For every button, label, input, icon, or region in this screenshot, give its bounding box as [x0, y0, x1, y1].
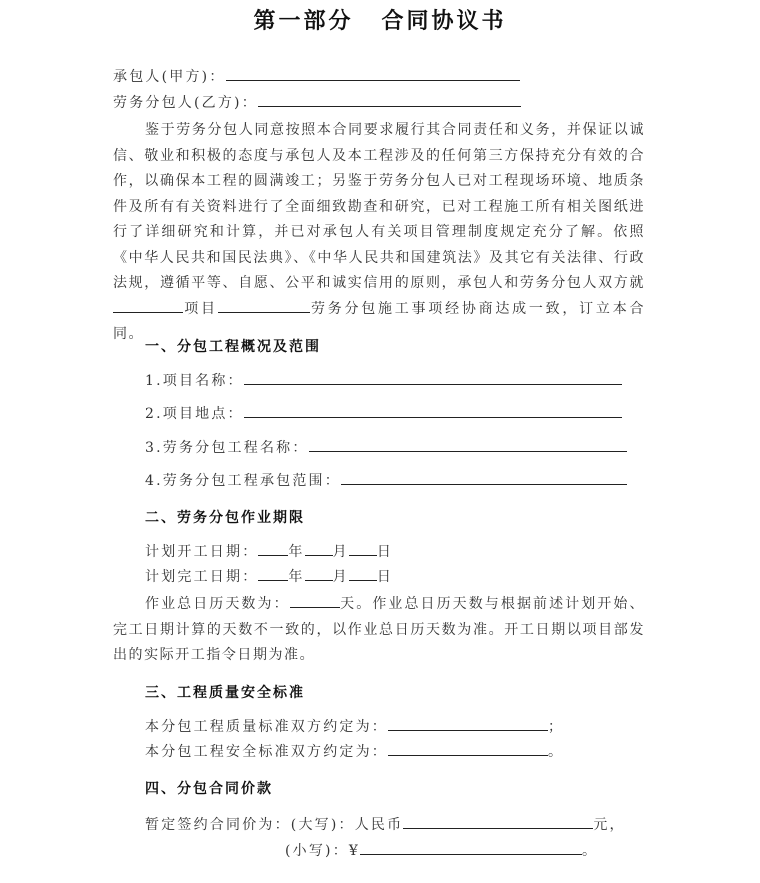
start-date-row — [145, 541, 393, 562]
project-blank-2[interactable] — [218, 298, 310, 313]
contractor-row — [113, 66, 520, 87]
project-location-field[interactable] — [244, 403, 622, 418]
end-date-row — [145, 566, 393, 587]
quality-label: 本分包工程质量标准双方约定为： — [145, 719, 388, 735]
subcontractor-label: 劳务分包人(乙方)： — [113, 95, 258, 111]
contractor-field[interactable] — [226, 66, 520, 81]
safety-label: 本分包工程安全标准双方约定为： — [145, 744, 388, 760]
item-label: 4.劳务分包工程承包范围： — [145, 473, 341, 489]
price-label: 暂定签约合同价为：(大写)：人民币 — [145, 817, 404, 833]
safety-end: 。 — [548, 744, 565, 760]
start-date-label: 计划开工日期： — [145, 544, 259, 560]
price-words-field[interactable] — [403, 814, 593, 829]
title-name: 合同协议书 — [381, 9, 507, 34]
start-day-field[interactable] — [349, 541, 377, 556]
quality-end: ； — [548, 719, 565, 735]
end-year-field[interactable] — [258, 566, 288, 581]
start-month-field[interactable] — [305, 541, 333, 556]
section4-heading: 四、分包合同价款 — [145, 781, 273, 797]
month-label: 月 — [332, 544, 349, 560]
safety-row — [145, 741, 564, 762]
preamble-project-word: 项目 — [183, 300, 218, 317]
end-date-label: 计划完工日期： — [145, 569, 259, 585]
end-day-field[interactable] — [349, 566, 377, 581]
subcontractor-field[interactable] — [258, 92, 521, 107]
item-labor-project-name — [145, 437, 627, 458]
preamble-text: 鉴于劳务分包人同意按照本合同要求履行其合同责任和义务，并保证以诚信、敬业和积极的态度与承包人及本工程涉及的任何第三方保持充分有效的合作，以确保本工程的圆满竣工；另鉴于劳务分包人已对工程现场环境、地质条件及所有有关资料进行了全面细致勘查和研究，已对工程施工所有相关图纸进行了详细研究和计算，并已对承包人有关项目管理制度规定充分了解。依照《中华人民共和国民法典》、《中华人民共和国建筑法》及其它有关法律、行政法规，遵循平等、自愿、公平和诚实信用的原则，承包人和劳务分包人双方就 — [113, 122, 645, 291]
price-small-row — [285, 840, 598, 861]
item-label: 1.项目名称： — [145, 373, 244, 389]
section3-heading: 三、工程质量安全标准 — [145, 685, 305, 701]
duration-paragraph — [113, 592, 645, 669]
subcontractor-row — [113, 92, 521, 113]
year-label: 年 — [288, 544, 305, 560]
year-label: 年 — [288, 569, 305, 585]
start-year-field[interactable] — [258, 541, 288, 556]
preamble-paragraph — [113, 118, 645, 348]
scope-field[interactable] — [341, 470, 627, 485]
contractor-label: 承包人(甲方)： — [113, 69, 226, 85]
duration-unit: 天。 — [339, 596, 373, 612]
month-label: 月 — [332, 569, 349, 585]
quality-field[interactable] — [388, 716, 548, 731]
day-label: 日 — [376, 544, 394, 560]
project-name-field[interactable] — [244, 370, 622, 385]
item-label: 3.劳务分包工程名称： — [145, 440, 309, 456]
item-project-location — [145, 403, 622, 424]
title-part: 第一部分 — [253, 9, 354, 34]
end-month-field[interactable] — [305, 566, 333, 581]
price-small-end: 。 — [582, 843, 599, 859]
section2-heading: 二、劳务分包作业期限 — [145, 510, 305, 526]
labor-project-name-field[interactable] — [309, 437, 627, 452]
quality-row — [145, 716, 564, 737]
item-scope — [145, 470, 627, 491]
price-row — [145, 814, 626, 835]
page-title — [0, 4, 760, 35]
price-unit: 元， — [593, 817, 626, 833]
safety-field[interactable] — [388, 741, 548, 756]
price-numeric-field[interactable] — [360, 840, 582, 855]
price-small-label: (小写)：¥ — [285, 843, 361, 859]
duration-label: 作业总日历天数为： — [145, 596, 290, 612]
section1-heading: 一、分包工程概况及范围 — [145, 339, 321, 355]
project-blank-1[interactable] — [113, 298, 183, 313]
duration-text: 作业总日历天数与根据前述计划开始、完工日期计算的天数不一致的，以作业总日历天数为准。开工日期以项目部发出的实际开工指令日期为准。 — [113, 596, 645, 663]
item-label: 2.项目地点： — [145, 406, 244, 422]
preamble-text-end: 劳务分包施工事项经协商达成一致，订立本合同。 — [113, 300, 646, 342]
item-project-name — [145, 370, 622, 391]
day-label: 日 — [376, 569, 394, 585]
duration-field[interactable] — [290, 593, 340, 608]
